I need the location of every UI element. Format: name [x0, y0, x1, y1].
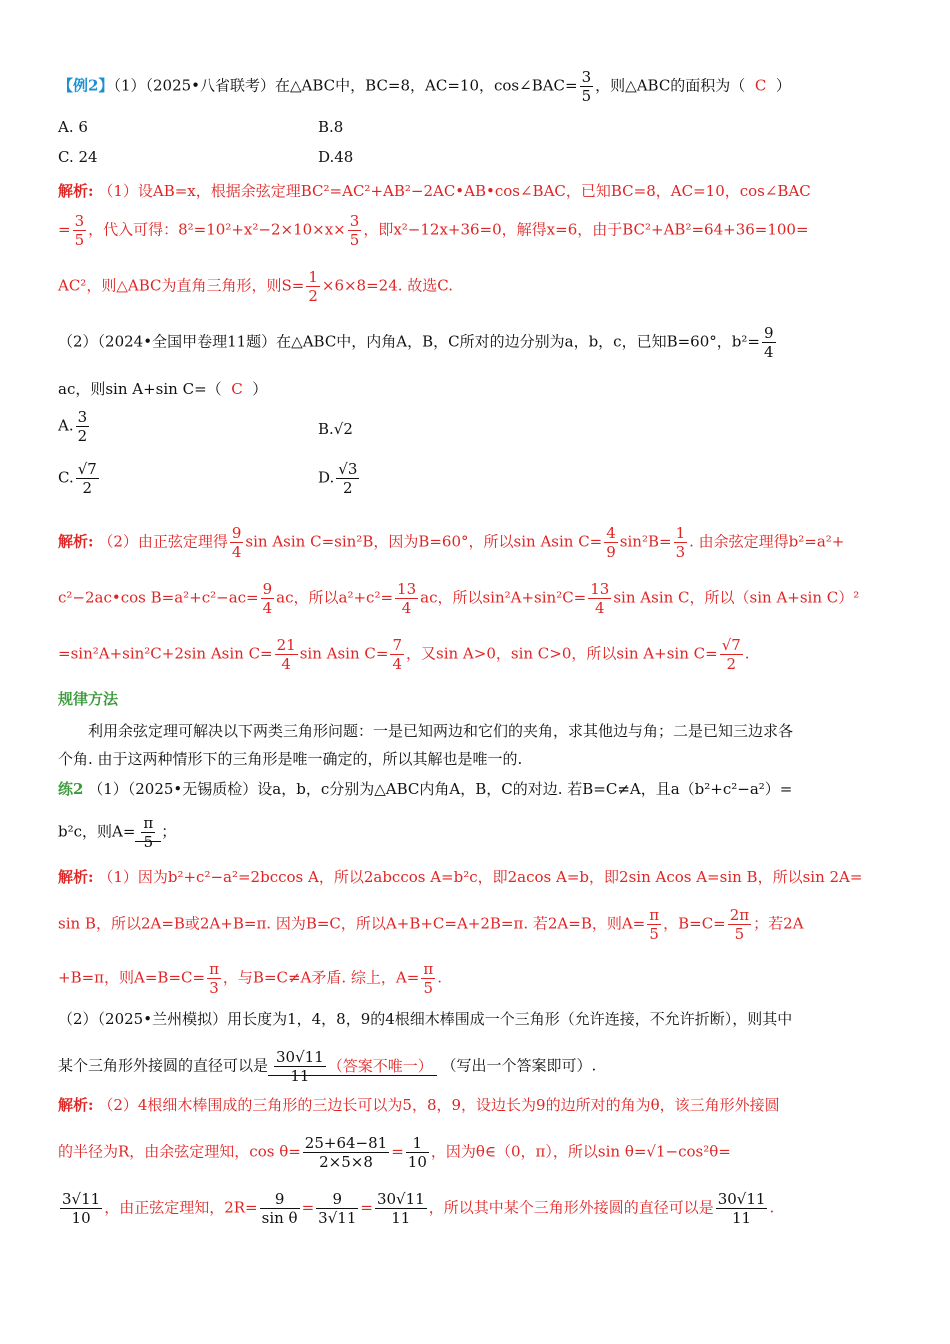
fraction: $\frac{9}{4}$ — [763, 324, 774, 361]
paren: ） — [252, 380, 268, 398]
practice2-question2: （2）（2025•兰州模拟）用长度为1，4，8，9的4根细木棒围成一个三角形（允许连接，不允许折断），则其中 — [58, 1010, 793, 1028]
practice-solution2-line2: 的半径为R，由余弦定理知，cos θ= $\frac{25+64-81}{2\times 5\times 8}$ = $\frac{1}{10}$ ，因为θ∈（0，π），所以sin θ=√1−cos²θ= — [58, 1134, 731, 1171]
solution-text: ×6×8=24. 故选C. — [321, 276, 454, 295]
solution2-line2: c²−2ac•cos B=a²+c²−ac= $\frac{9}{4}$ ac，所以a²+c²= $\frac{13}{4}$ ac，所以sin²A+sin²C= $\frac{13}{4}$ sin Asin C，所以（sin A+sin C）² — [58, 580, 860, 617]
example2-question2 — [58, 324, 778, 361]
answer: C — [754, 76, 767, 95]
practice-tag: 练2 — [58, 780, 84, 798]
answer: C — [231, 380, 243, 398]
solution-label: 解析: — [58, 182, 94, 200]
solution2-line1: 解析: （2）由正弦定理得 $\frac{9}{4}$ sin Asin C=sin²B，因为B=60°，所以sin Asin C= $\frac{4}{9}$ sin²B= $\frac{1}{3}$ . 由余弦定理得b²=a²+ — [58, 524, 845, 561]
solution2-line3: =sin²A+sin²C+2sin Asin C= $\frac{21}{4}$ sin Asin C= $\frac{7}{4}$ ，又sin A>0，sin C>0，所以sin A+sin C= $\frac{√7}{2}$ . — [58, 636, 750, 673]
question-text: ac，则sin A+sin C=（ — [58, 380, 222, 398]
option-c: C. 24 — [58, 148, 98, 166]
solution1-line3 — [58, 268, 453, 305]
solution-text: ，即x²−12x+36=0，解得x=6，由于BC²+AB²=64+36=100= — [363, 220, 809, 239]
practice-solution1-line1: 解析: （1）因为b²+c²−a²=2bccos A，所以2abccos A=b²c，即2acos A=b，即2sin Acos A=sin B，所以sin 2A= — [58, 868, 863, 886]
question-text: （1）（2025•八省联考）在△ABC中，BC=8，AC=10，cos∠BAC= — [113, 76, 578, 95]
solution-label: 解析: — [58, 868, 94, 886]
solution-text: AC²，则△ABC为直角三角形，则S= — [58, 276, 305, 295]
practice2-question1-line2: b²c，则A= $\frac{\pi}{5}$ ； — [58, 814, 177, 851]
fraction: $\frac{3}{5}$ — [581, 68, 592, 105]
paren: ） — [775, 76, 791, 95]
question-text: （2）（2024•全国甲卷理11题）在△ABC中，内角A，B，C所对的边分别为a，b，c，已知B=60°，b²= — [58, 332, 760, 351]
solution-text: ，代入可得：8²=10²+x²−2×10×x× — [88, 220, 346, 239]
practice-solution2-line3: $\frac{3√11}{10}$ ，由正弦定理知，2R= $\frac{9}{\text{sin θ}}$ = $\frac{9}{3√11}$ = $\frac{30√11}{11}$ ，所以其中某个三角形外接圆的直径可以是 $\frac{30√11}{11}$ . — [62, 1190, 775, 1227]
method-line2: 个角. 由于这两种情形下的三角形是唯一确定的，所以其解也是唯一的. — [58, 750, 523, 768]
option-d: D.48 — [318, 148, 354, 166]
option-a: A. $\frac{3}{2}$ — [58, 408, 88, 445]
example2-question2-line2 — [58, 378, 267, 400]
solution-label: 解析: — [58, 1096, 94, 1114]
option-b: B.8 — [318, 118, 344, 136]
practice-solution1-line2: sin B，所以2A=B或2A+B=π. 因为B=C，所以A+B+C=A+2B=π. 若2A=B，则A= $\frac{\pi}{5}$ ，B=C= $\frac{2\pi}{5}$ ；若2A — [58, 906, 804, 943]
solution-text: （1）设AB=x，根据余弦定理BC²=AC²+AB²−2AC•AB•cos∠BAC，已知BC=8，AC=10，cos∠BAC — [98, 182, 811, 200]
practice-solution1-line3: +B=π，则A=B=C= $\frac{\pi}{3}$ ，与B=C≠A矛盾. 综上，A= $\frac{\pi}{5}$ . — [58, 960, 442, 997]
option-a: A. 6 — [58, 118, 88, 136]
example2-question1 — [58, 68, 791, 105]
option-c: C. $\frac{√7}{2}$ — [58, 460, 97, 497]
solution-label: 解析: — [58, 532, 94, 551]
fraction: $\frac{3}{5}$ — [349, 212, 360, 249]
practice-solution2-line1: 解析: （2）4根细木棒围成的三角形的三边长可以为5，8，9，设边长为9的边所对的角为θ，该三角形外接圆 — [58, 1096, 780, 1114]
method-line1: 利用余弦定理可解决以下两类三角形问题：一是已知两边和它们的夹角，求其他边与角；二是已知三边求各 — [88, 722, 794, 740]
option-b: B.√2 — [318, 420, 353, 438]
fraction: $\frac{1}{2}$ — [308, 268, 318, 305]
option-d: D. $\frac{√3}{2}$ — [318, 460, 358, 497]
solution1-line1 — [58, 180, 811, 202]
question-tail: ，则△ABC的面积为（ — [595, 76, 746, 95]
method-title: 规律方法 — [58, 690, 119, 708]
practice2-question1: 练2 （1）（2025•无锡质检）设a，b，c分别为△ABC内角A，B，C的对边. 若B=C≠A，且a（b²+c²−a²）= — [58, 780, 793, 798]
example-tag: 【例2】 — [58, 76, 114, 95]
fraction: $\frac{3}{5}$ — [74, 212, 85, 249]
practice2-question2-line2: 某个三角形外接圆的直径可以是 $\frac{30√11}{11}$ （答案不唯一） （写出一个答案即可）. — [58, 1048, 597, 1085]
solution-text: = — [58, 220, 71, 239]
solution1-line2 — [58, 212, 809, 249]
